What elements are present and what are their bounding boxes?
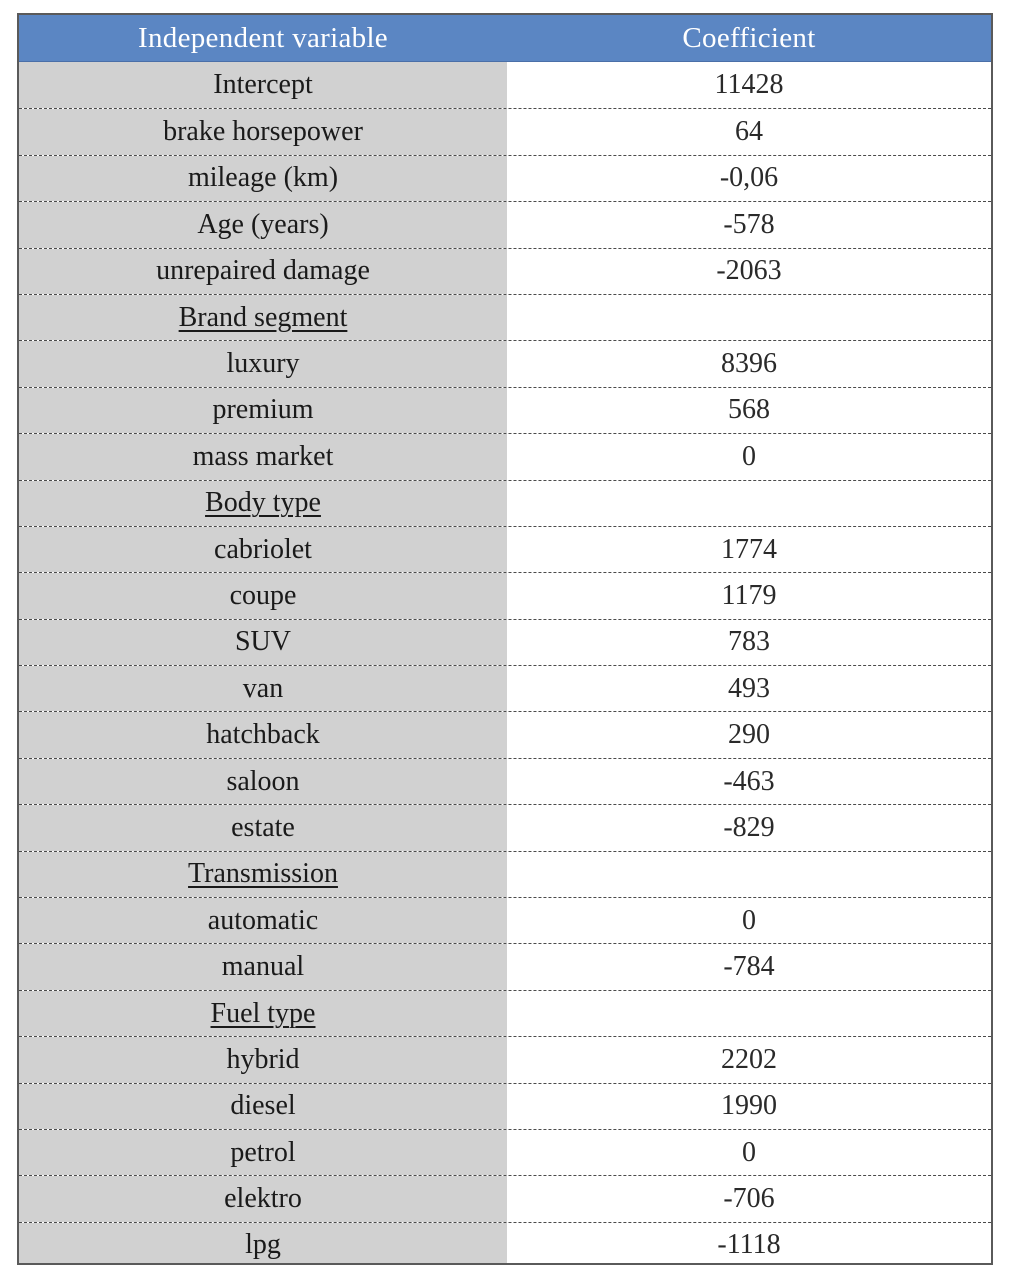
variable-name-cell: estate: [19, 805, 507, 850]
variable-name-cell: hatchback: [19, 712, 507, 757]
variable-name-cell: premium: [19, 388, 507, 433]
regression-coefficient-table: [17, 13, 993, 1265]
coefficient-value-cell: 0: [507, 1130, 991, 1175]
section-header-row: [19, 851, 991, 897]
table-row: [19, 340, 991, 386]
table-row: [19, 1129, 991, 1175]
coefficient-value-cell: 0: [507, 898, 991, 943]
variable-name-cell: hybrid: [19, 1037, 507, 1082]
section-header-row: [19, 294, 991, 340]
section-label: Body type: [19, 481, 507, 526]
coefficient-value-cell: -578: [507, 202, 991, 247]
table-row: [19, 1175, 991, 1221]
variable-name-cell: SUV: [19, 620, 507, 665]
coefficient-value-cell: 783: [507, 620, 991, 665]
table-row: [19, 897, 991, 943]
coefficient-value-cell: 1990: [507, 1084, 991, 1129]
table-row: [19, 433, 991, 479]
variable-name-cell: coupe: [19, 573, 507, 618]
table-row: [19, 1222, 991, 1265]
table-row: [19, 619, 991, 665]
table-row: [19, 155, 991, 201]
coefficient-value-cell: [507, 852, 991, 897]
table-row: [19, 248, 991, 294]
section-label: Transmission: [19, 852, 507, 897]
variable-name-cell: Age (years): [19, 202, 507, 247]
coefficient-value-cell: -463: [507, 759, 991, 804]
coefficient-value-cell: -784: [507, 944, 991, 989]
coefficient-value-cell: -0,06: [507, 156, 991, 201]
coefficient-value-cell: 8396: [507, 341, 991, 386]
variable-name-cell: brake horsepower: [19, 109, 507, 154]
variable-name-cell: petrol: [19, 1130, 507, 1175]
variable-name-cell: Intercept: [19, 62, 507, 108]
table-row: [19, 201, 991, 247]
table-header-row: [19, 15, 991, 62]
section-label: Brand segment: [19, 295, 507, 340]
coefficient-value-cell: 2202: [507, 1037, 991, 1082]
coefficient-value-cell: 1774: [507, 527, 991, 572]
coefficient-value-cell: -1118: [507, 1223, 991, 1265]
table-row: [19, 1083, 991, 1129]
coefficient-value-cell: 11428: [507, 62, 991, 108]
variable-name-cell: lpg: [19, 1223, 507, 1265]
table-row: [19, 804, 991, 850]
coefficient-value-cell: -2063: [507, 249, 991, 294]
variable-name-cell: mass market: [19, 434, 507, 479]
table-row: [19, 1036, 991, 1082]
coefficient-value-cell: [507, 481, 991, 526]
variable-name-cell: unrepaired damage: [19, 249, 507, 294]
section-label: Fuel type: [19, 991, 507, 1036]
table-row: [19, 711, 991, 757]
variable-name-cell: automatic: [19, 898, 507, 943]
table-row: [19, 572, 991, 618]
variable-name-cell: elektro: [19, 1176, 507, 1221]
coefficient-value-cell: 493: [507, 666, 991, 711]
header-independent-variable: Independent variable: [138, 21, 388, 54]
section-header-row: [19, 990, 991, 1036]
coefficient-value-cell: 290: [507, 712, 991, 757]
variable-name-cell: luxury: [19, 341, 507, 386]
table-row: [19, 108, 991, 154]
variable-name-cell: manual: [19, 944, 507, 989]
table-row: [19, 758, 991, 804]
table-row: [19, 387, 991, 433]
coefficient-value-cell: 568: [507, 388, 991, 433]
coefficient-value-cell: 64: [507, 109, 991, 154]
variable-name-cell: saloon: [19, 759, 507, 804]
variable-name-cell: van: [19, 666, 507, 711]
coefficient-value-cell: 1179: [507, 573, 991, 618]
table-row: [19, 62, 991, 108]
table-body: [19, 62, 991, 1265]
variable-name-cell: cabriolet: [19, 527, 507, 572]
table-row: [19, 526, 991, 572]
header-coefficient: Coefficient: [682, 21, 816, 54]
table-row: [19, 665, 991, 711]
coefficient-value-cell: -706: [507, 1176, 991, 1221]
variable-name-cell: mileage (km): [19, 156, 507, 201]
table-row: [19, 943, 991, 989]
coefficient-value-cell: [507, 991, 991, 1036]
coefficient-value-cell: 0: [507, 434, 991, 479]
coefficient-value-cell: -829: [507, 805, 991, 850]
variable-name-cell: diesel: [19, 1084, 507, 1129]
section-header-row: [19, 480, 991, 526]
coefficient-value-cell: [507, 295, 991, 340]
